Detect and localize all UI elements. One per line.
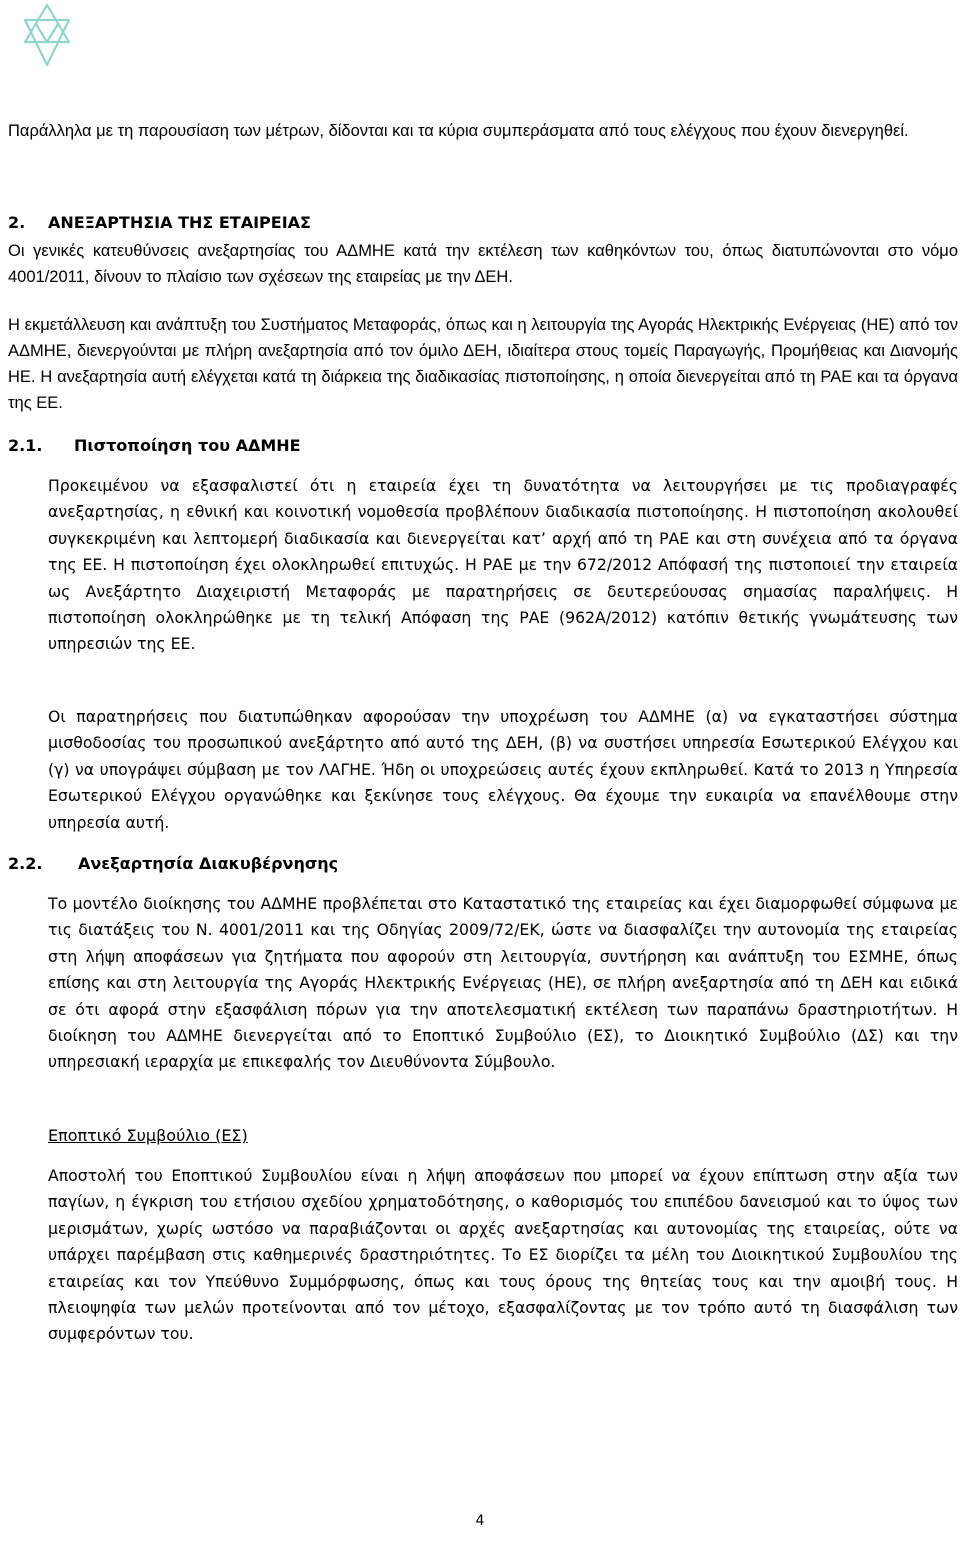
section-2-paragraph-1: Οι γενικές κατευθύνσεις ανεξαρτησίας του ΑΔΜΗΕ κατά την εκτέλεση των καθηκόντων του, όπως διατυπώνονται στο νόμο 4001/2011, δίνουν το πλαίσιο των σχέσεων της εταιρείας με την ΔΕΗ. — [8, 242, 958, 286]
section-2-heading: ΑΝΕΞΑΡΤΗΣΙΑ ΤΗΣ ΕΤΑΙΡΕΙΑΣ — [48, 213, 311, 232]
section-2-1-number: 2.1. — [8, 436, 43, 455]
section-2-number: 2. — [8, 213, 26, 232]
intro-paragraph: Παράλληλα με τη παρουσίαση των μέτρων, δίδονται και τα κύρια συμπεράσματα από τους ελέγχους που έχουν διενεργηθεί. — [8, 122, 909, 140]
section-2-1-paragraph-1: Προκειμένου να εξασφαλιστεί ότι η εταιρεία έχει τη δυνατότητα να λειτουργήσει με τις προδιαγραφές ανεξαρτησίας, η εθνική και κοινοτική νομοθεσία προβλέπουν διαδικασία πιστοποίησης. Η πιστοποίηση ακολουθεί συγκεκριμένη και λεπτομερή διαδικασία και διενεργείται κατ’ αρχή από τη ΡΑΕ και στη συνέχεια από τα όργανα της ΕΕ. Η πιστοποίηση έχει ολοκληρωθεί επιτυχώς. Η ΡΑΕ με την 672/2012 Απόφασή της πιστοποιεί την εταιρεία ως Ανεξάρτητο Διαχειριστή Μεταφοράς με παρατηρήσεις σε δευτερεύουσας σημασίας παραλήψεις. Η πιστοποίηση ολοκληρώθηκε με τη τελική Απόφαση της ΡΑΕ (962Α/2012) κατόπιν θετικής γνωμάτευσης των υπηρεσιών της ΕΕ. — [48, 476, 958, 654]
section-2-2-heading: Ανεξαρτησία Διακυβέρνησης — [78, 854, 339, 873]
supervisory-board-subheading: Εποπτικό Συμβούλιο (ΕΣ) — [48, 1126, 248, 1145]
section-2-paragraph-2: Η εκμετάλλευση και ανάπτυξη του Συστήματος Μεταφοράς, όπως και η λειτουργία της Αγοράς Ηλεκτρικής Ενέργειας (ΗΕ) από τον ΑΔΜΗΕ, διενεργούνται με πλήρη ανεξαρτησία από τον όμιλο ΔΕΗ, ιδιαίτερα στους τομείς Παραγωγής, Προμήθειας και Διανομής ΗΕ. Η ανεξαρτησία αυτή ελέγχεται κατά τη διάρκεια της διαδικασίας πιστοποίησης, η οποία διενεργείται από τη ΡΑΕ και τα όργανα της ΕΕ. — [8, 316, 958, 412]
supervisory-board-paragraph: Αποστολή του Εποπτικού Συμβουλίου είναι η λήψη αποφάσεων που μπορεί να έχουν επίπτωση στην αξία των παγίων, η έγκριση του ετήσιου σχεδίου χρηματοδότησης, ο καθορισμός του επιπέδου δανεισμού και το ύψος των μερισμάτων, χωρίς ωστόσο να παραβιάζονται οι αρχές ανεξαρτησίας και αυτονομίας της εταιρείας, ούτε να υπάρχει παρέμβαση στις καθημερινές δραστηριότητες. Το ΕΣ διορίζει τα μέλη του Διοικητικού Συμβουλίου της εταιρείας και τον Υπεύθυνο Συμμόρφωσης, όπως και τους όρους της θητείας τους και την αμοιβή τους. Η πλειοψηφία των μελών προτείνονται από τον μέτοχο, εξασφαλίζοντας με τον τρόπο αυτό τη διασφάλιση των συμφερόντων του. — [48, 1166, 958, 1344]
section-2-2-number: 2.2. — [8, 854, 43, 873]
section-2-1-heading: Πιστοποίηση του ΑΔΜΗΕ — [74, 436, 301, 455]
section-2-1-paragraph-2: Οι παρατηρήσεις που διατυπώθηκαν αφορούσαν την υποχρέωση του ΑΔΜΗΕ (α) να εγκαταστήσει σύστημα μισθοδοσίας του προσωπικού ανεξάρτητο από αυτό της ΔΕΗ, (β) να συστήσει υπηρεσία Εσωτερικού Ελέγχου και (γ) να υπογράψει σύμβαση με τον ΛΑΓΗΕ. Ήδη οι υποχρεώσεις αυτές έχουν εκπληρωθεί. Κατά το 2013 η Υπηρεσία Εσωτερικού Ελέγχου οργανώθηκε και ξεκίνησε τους ελέγχους. Θα έχουμε την ευκαιρία να επανέλθουμε στην υπηρεσία αυτή. — [48, 707, 958, 832]
page-number: 4 — [475, 1513, 485, 1529]
section-2-2-paragraph-1: Το μοντέλο διοίκησης του ΑΔΜΗΕ προβλέπεται στο Καταστατικό της εταιρείας και έχει διαμορφωθεί σύμφωνα με τις διατάξεις του Ν. 4001/2011 και της Οδηγίας 2009/72/ΕΚ, ώστε να διασφαλίζει την αυτονομία της εταιρείας στη λήψη αποφάσεων για ζητήματα που αφορούν στη λειτουργία, συντήρηση και ανάπτυξη του ΕΣΜΗΕ, όπως επίσης και στη λειτουργία της Αγοράς Ηλεκτρικής Ενέργειας (ΗΕ), σε πλήρη ανεξαρτησία από τη ΔΕΗ και ειδικά σε ότι αφορά στην εξασφάλιση πόρων για την αποτελεσματική εκτέλεση των παραπάνω δραστηριοτήτων. Η διοίκηση του ΑΔΜΗΕ διενεργείται από το Εποπτικό Συμβούλιο (ΕΣ), το Διοικητικό Συμβούλιο (ΔΣ) και την υπηρεσιακή ιεραρχία με επικεφαλής τον Διευθύνοντα Σύμβουλο. — [48, 894, 958, 1072]
triangle-logo-icon — [22, 2, 72, 68]
